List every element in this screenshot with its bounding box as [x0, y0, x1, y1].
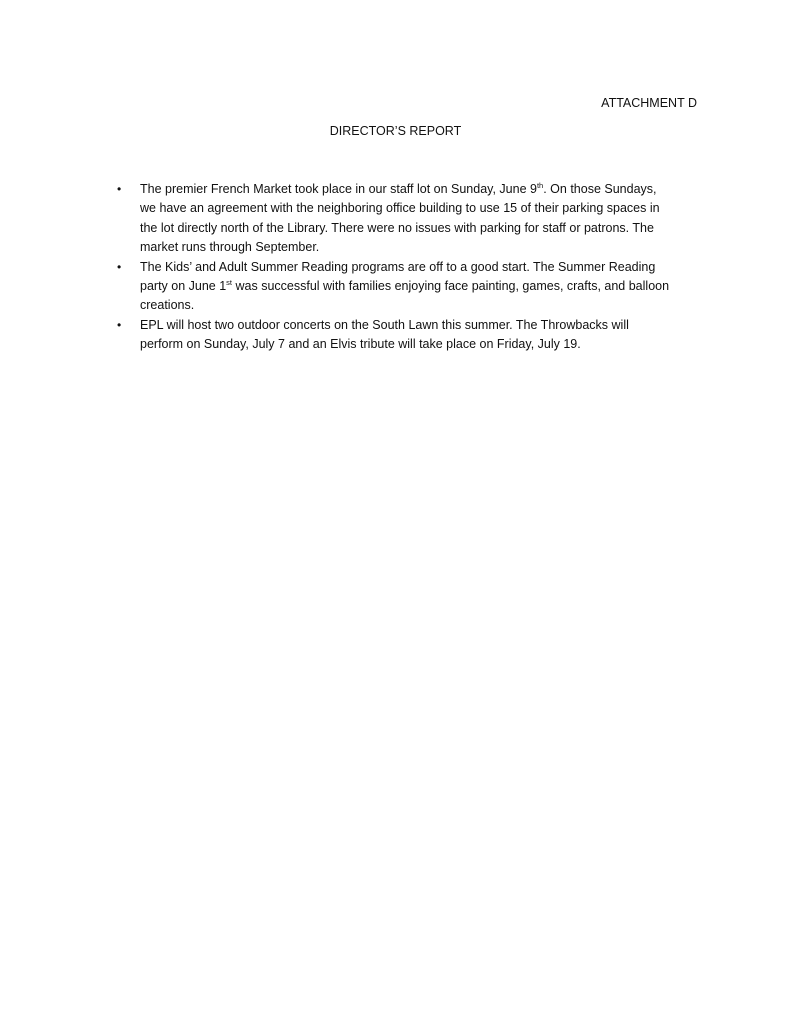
bullet-icon: •	[117, 182, 122, 196]
text-line: The premier French Market took place in our staff lot on Sunday, June 9th. On those Sundays,	[140, 181, 657, 196]
report-bullet-list	[114, 180, 694, 355]
text-line: we have an agreement with the neighboring office building to use 15 of their parking spaces in	[140, 201, 660, 216]
bullet-icon: •	[117, 259, 122, 274]
report-item-outdoor-concerts	[114, 316, 694, 355]
text-line: market runs through September.	[140, 240, 320, 255]
text-line: perform on Sunday, July 7 and an Elvis tribute will take place on Friday, July 19.	[140, 337, 581, 352]
text-line: EPL will host two outdoor concerts on the South Lawn this summer. The Throwbacks will	[140, 317, 629, 332]
attachment-label: ATTACHMENT D	[601, 96, 697, 110]
text-line: party on June 1st was successful with families enjoying face painting, games, crafts, and balloon	[140, 278, 670, 294]
report-item-french-market	[114, 180, 694, 258]
text-line: creations.	[140, 298, 195, 313]
report-item-summer-reading	[114, 258, 694, 316]
text-line: The Kids’ and Adult Summer Reading programs are off to a good start. The Summer Reading	[140, 259, 656, 274]
bullet-icon: •	[117, 317, 122, 332]
page-title: DIRECTOR’S REPORT	[329, 124, 462, 138]
text-line: the lot directly north of the Library. There were no issues with parking for staff or patrons. The	[140, 220, 654, 235]
